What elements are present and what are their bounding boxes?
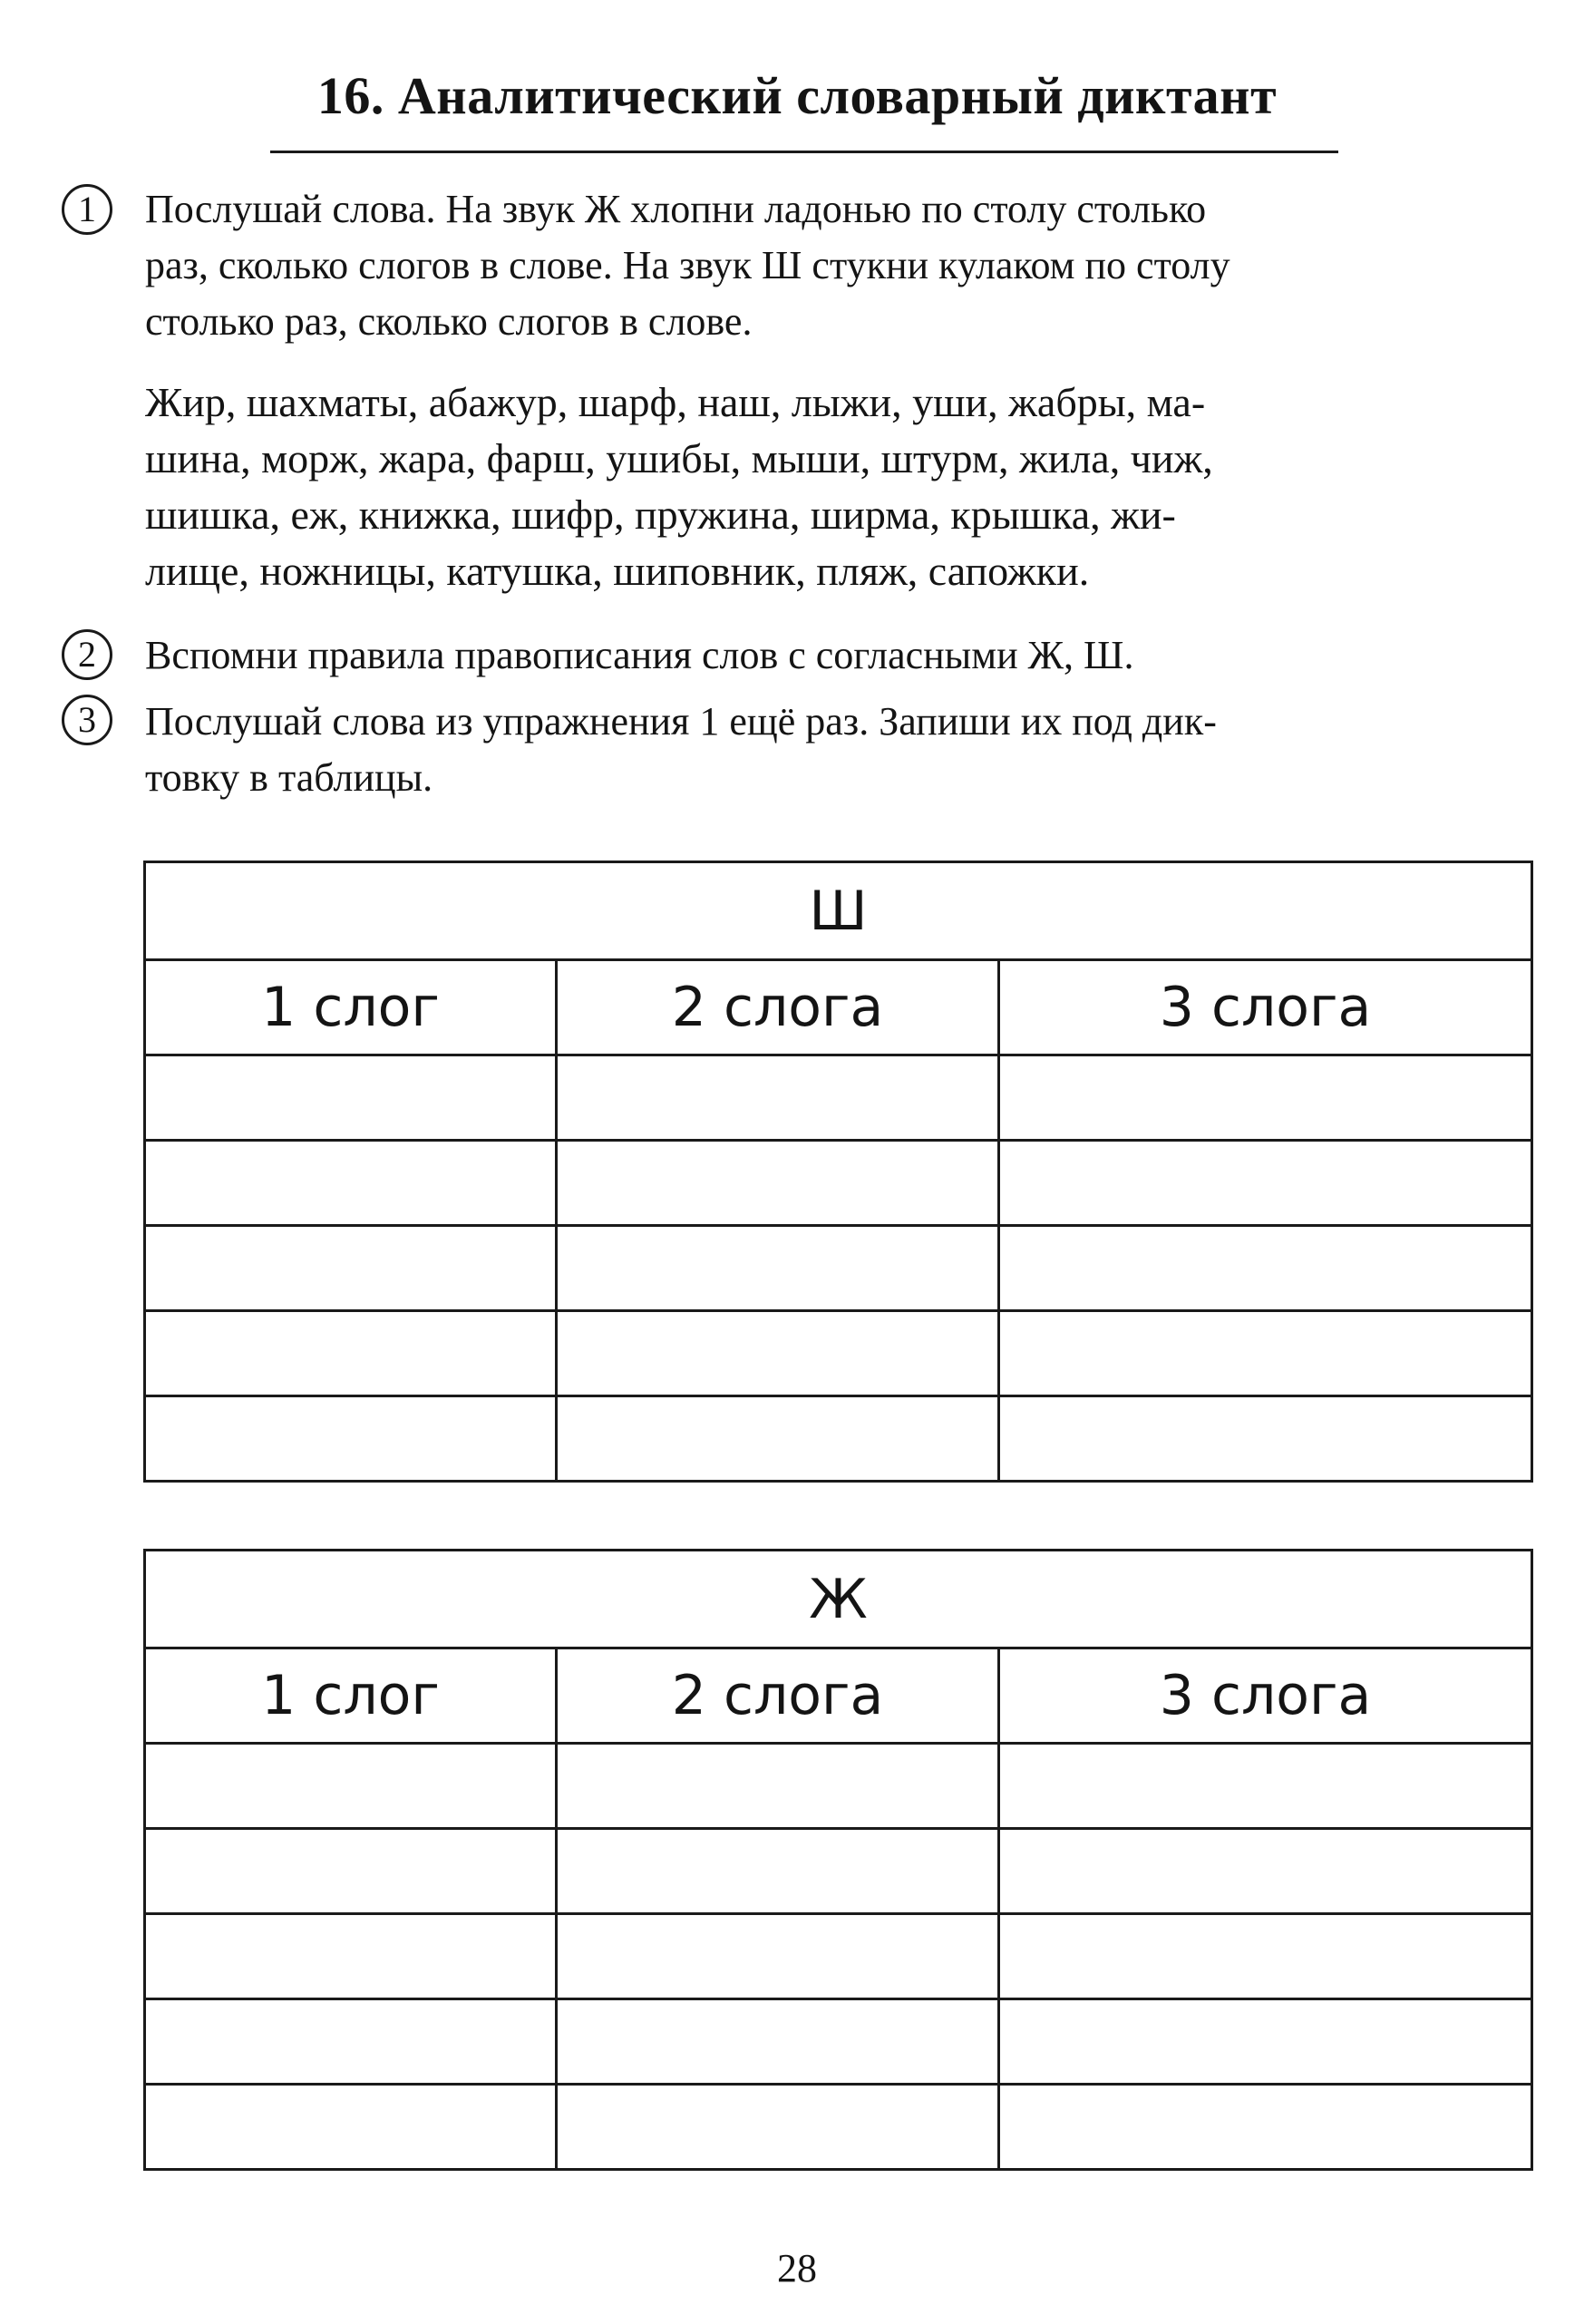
table-header-row <box>145 1648 1532 1744</box>
zh-table <box>143 1549 1533 2171</box>
task-1-text <box>145 181 1532 350</box>
table-row <box>145 1744 1532 1829</box>
answer-cell[interactable] <box>999 1914 1532 1999</box>
task-number-3: 3 <box>62 695 112 745</box>
table-row <box>145 1141 1532 1226</box>
answer-cell[interactable] <box>999 1396 1532 1482</box>
answer-cell[interactable] <box>999 1311 1532 1396</box>
column-header: 2 слога <box>557 1648 999 1744</box>
answer-cell[interactable] <box>145 1914 557 1999</box>
answer-cell[interactable] <box>557 1311 999 1396</box>
task-number-1: 1 <box>62 184 112 235</box>
title-underline <box>270 151 1338 153</box>
answer-cell[interactable] <box>557 1055 999 1141</box>
page-title: 16. Аналитический словарный диктант <box>316 66 1278 125</box>
answer-cell[interactable] <box>999 1055 1532 1141</box>
answer-cell[interactable] <box>145 1141 557 1226</box>
task-2-text <box>145 627 1532 684</box>
table-row <box>145 1999 1532 2085</box>
table-row <box>145 1226 1532 1311</box>
answer-cell[interactable] <box>145 2085 557 2170</box>
answer-cell[interactable] <box>999 1829 1532 1914</box>
table-row <box>145 1829 1532 1914</box>
table-letter-row <box>145 1551 1532 1648</box>
word-list-line: шина, морж, жара, фарш, ушибы, мыши, штурм, жила, чиж, <box>145 435 1213 481</box>
column-header: 3 слога <box>999 1648 1532 1744</box>
table-row <box>145 1311 1532 1396</box>
task-1-line: столько раз, сколько слогов в слове. <box>145 299 753 344</box>
task-number-2: 2 <box>62 629 112 680</box>
answer-cell[interactable] <box>999 1744 1532 1829</box>
table-letter: Ж <box>145 1551 1532 1648</box>
answer-cell[interactable] <box>557 2085 999 2170</box>
answer-cell[interactable] <box>145 1055 557 1141</box>
sh-table <box>143 861 1533 1483</box>
task-1-line: Послушай слова. На звук Ж хлопни ладонью по столу столько <box>145 187 1207 231</box>
answer-cell[interactable] <box>557 1396 999 1482</box>
task-3-line: Послушай слова из упражнения 1 ещё раз. Запиши их под дик- <box>145 699 1217 744</box>
answer-cell[interactable] <box>999 1141 1532 1226</box>
word-list-line: шишка, еж, книжка, шифр, пружина, ширма, крышка, жи- <box>145 491 1176 538</box>
answer-cell[interactable] <box>145 1999 557 2085</box>
answer-cell[interactable] <box>557 1999 999 2085</box>
answer-cell[interactable] <box>999 1999 1532 2085</box>
task-3-text <box>145 694 1532 806</box>
answer-cell[interactable] <box>145 1226 557 1311</box>
table-row <box>145 1396 1532 1482</box>
answer-cell[interactable] <box>145 1829 557 1914</box>
table-row <box>145 1055 1532 1141</box>
column-header: 1 слог <box>145 1648 557 1744</box>
column-header: 2 слога <box>557 960 999 1055</box>
answer-cell[interactable] <box>557 1744 999 1829</box>
column-header: 3 слога <box>999 960 1532 1055</box>
answer-cell[interactable] <box>557 1226 999 1311</box>
word-list <box>145 374 1532 599</box>
table-letter: Ш <box>145 862 1532 960</box>
answer-cell[interactable] <box>145 1396 557 1482</box>
answer-cell[interactable] <box>557 1141 999 1226</box>
answer-cell[interactable] <box>557 1829 999 1914</box>
answer-cell[interactable] <box>145 1744 557 1829</box>
answer-cell[interactable] <box>557 1914 999 1999</box>
answer-cell[interactable] <box>999 2085 1532 2170</box>
word-list-line: лище, ножницы, катушка, шиповник, пляж, сапожки. <box>145 548 1090 594</box>
answer-cell[interactable] <box>145 1311 557 1396</box>
answer-cell[interactable] <box>999 1226 1532 1311</box>
page-number: 28 <box>777 2246 817 2290</box>
table-letter-row <box>145 862 1532 960</box>
table-header-row <box>145 960 1532 1055</box>
table-row <box>145 1914 1532 1999</box>
task-3-line: товку в таблицы. <box>145 755 433 800</box>
column-header: 1 слог <box>145 960 557 1055</box>
word-list-line: Жир, шахматы, абажур, шарф, наш, лыжи, уши, жабры, ма- <box>145 379 1206 425</box>
task-1-line: раз, сколько слогов в слове. На звук Ш стукни кулаком по столу <box>145 243 1230 287</box>
table-row <box>145 2085 1532 2170</box>
task-2-line: Вспомни правила правописания слов с согласными Ж, Ш. <box>145 633 1134 677</box>
